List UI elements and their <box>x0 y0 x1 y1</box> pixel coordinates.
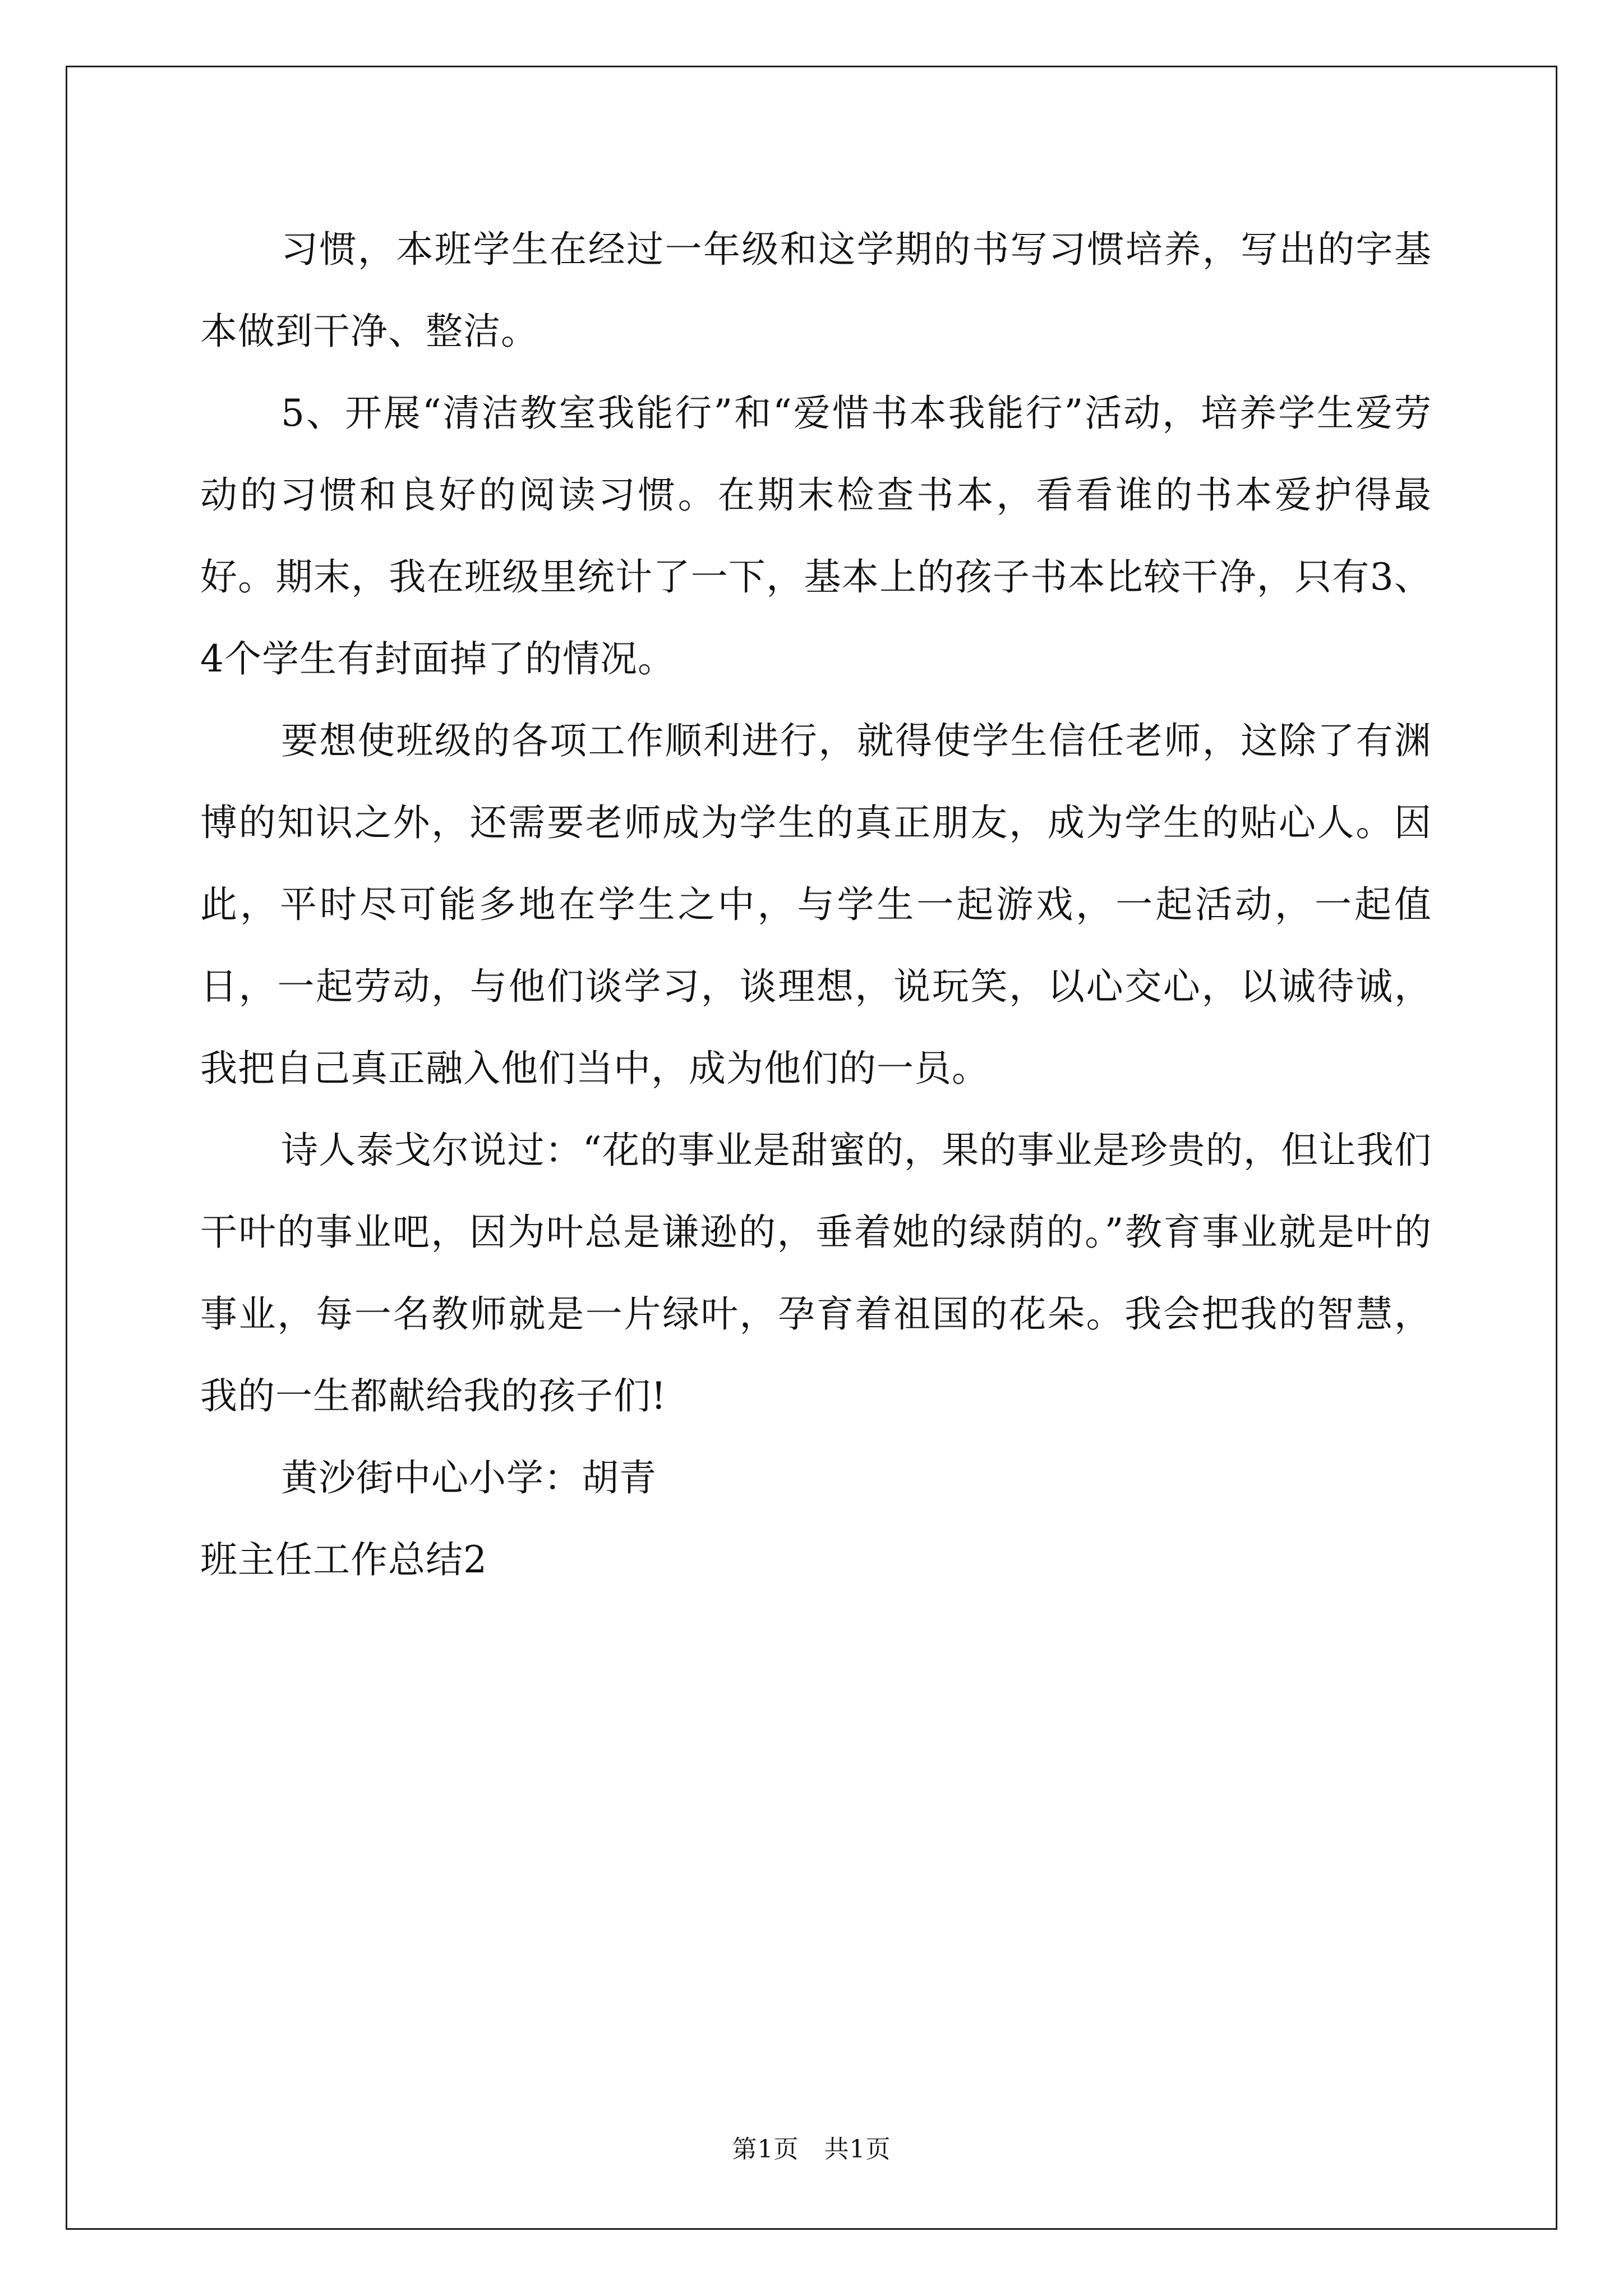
paragraph-trust: 要想使班级的各项工作顺利进行，就得使学生信任老师，这除了有渊博的知识之外，还需要老师成为学生的真正朋友，成为学生的贴心人。因此，平时尽可能多地在学生之中，与学生一起游戏，一起活动，一起值日，一起劳动，与他们谈学习，谈理想，说玩笑，以心交心，以诚待诚，我把自己真正融入他们当中，成为他们的一员。 <box>200 719 1432 1090</box>
page-footer: 第1页 共1页 <box>732 2135 891 2164</box>
signature: 黄沙街中心小学：胡青 <box>281 1456 657 1499</box>
paragraph-tagore-quote: 诗人泰戈尔说过：“花的事业是甜蜜的，果的事业是珍贵的，但让我们干叶的事业吧，因为叶总是谦逊的，垂着她的绿荫的。”教育事业就是叶的事业，每一名教师就是一片绿叶，孕育着祖国的花朵。我会把我的智慧，我的一生都献给我的孩子们! <box>200 1129 1432 1418</box>
paragraph-activity: 5、开展“清洁教室我能行”和“爱惜书本我能行”活动，培养学生爱劳动的习惯和良好的阅读习惯。在期末检查书本，看看谁的书本爱护得最好。期末，我在班级里统计了一下，基本上的孩子书本比较干净，只有3、4个学生有封面掉了的情况。 <box>200 392 1432 680</box>
paragraph-habit: 习惯，本班学生在经过一年级和这学期的书写习惯培养，写出的字基本做到干净、整洁。 <box>200 228 1432 353</box>
document-body <box>200 209 1432 1601</box>
next-section-title: 班主任工作总结2 <box>200 1538 487 1581</box>
